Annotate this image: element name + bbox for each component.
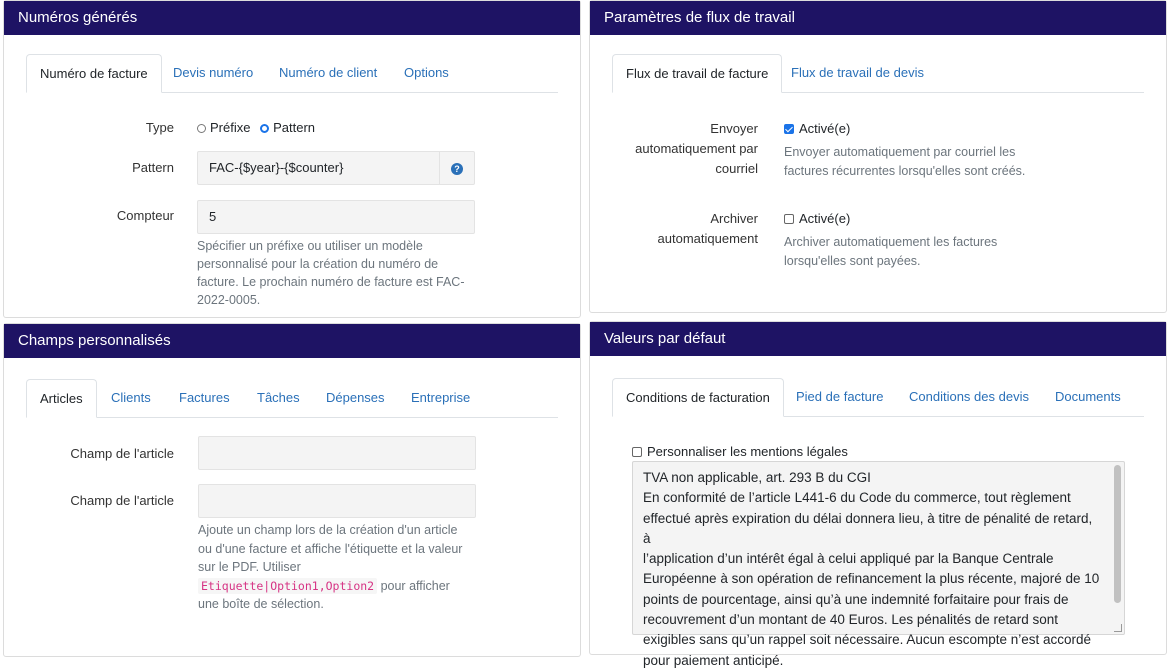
help-line: Archiver automatiquement les factures xyxy=(784,235,998,249)
help-line: Spécifier un préfixe ou utiliser un modèle xyxy=(197,239,423,253)
auto-archive-check-label: Activé(e) xyxy=(799,211,851,226)
tab-bar xyxy=(26,379,558,418)
radio-prefix-circle[interactable] xyxy=(197,124,206,133)
label-line: Archiver xyxy=(710,211,758,226)
radio-prefix[interactable] xyxy=(197,120,250,135)
default-values-card xyxy=(589,321,1167,668)
radio-pattern-label: Pattern xyxy=(273,120,316,135)
customize-legal-label: Personnaliser les mentions légales xyxy=(647,444,848,459)
tab-bar xyxy=(612,378,1144,417)
terms-line: effectué après expiration du délai donnera lieu, à titre de pénalité de retard, à xyxy=(643,510,1093,546)
help-line xyxy=(198,577,498,596)
auto-email-help xyxy=(784,143,1084,181)
resize-handle-icon[interactable] xyxy=(1114,624,1122,632)
card-title: Numéros générés xyxy=(4,1,580,35)
auto-email-label xyxy=(610,119,758,179)
article-field-input-2[interactable] xyxy=(198,484,476,518)
tab-options[interactable]: Options xyxy=(404,65,449,80)
tab-invoices[interactable]: Factures xyxy=(179,390,230,405)
tab-bar xyxy=(612,54,1144,93)
tab-quote-workflow[interactable]: Flux de travail de devis xyxy=(791,65,924,80)
help-button[interactable] xyxy=(439,152,474,184)
tab-invoice-workflow[interactable]: Flux de travail de facture xyxy=(612,54,782,93)
card-title: Valeurs par défaut xyxy=(590,322,1166,356)
help-after-code: pour afficher xyxy=(380,578,450,593)
checkbox-unchecked-icon[interactable] xyxy=(784,214,794,224)
terms-line: recouvrement d’un montant de 40 Euros. Les pénalités de retard sont xyxy=(643,612,1058,628)
help-line: Envoyer automatiquement par courriel les xyxy=(784,145,1016,159)
counter-value: 5 xyxy=(209,209,217,224)
auto-email-checkbox[interactable] xyxy=(784,119,850,139)
workflow-settings-card xyxy=(589,0,1167,313)
label-line: courriel xyxy=(715,161,758,176)
checkbox-unchecked-icon[interactable] xyxy=(632,447,642,457)
tab-clients[interactable]: Clients xyxy=(111,390,151,405)
label-line: Envoyer xyxy=(710,121,758,136)
auto-archive-checkbox[interactable] xyxy=(784,209,850,229)
pattern-help-text xyxy=(197,237,487,309)
type-label: Type xyxy=(145,120,174,135)
label-line: automatiquement xyxy=(657,231,758,246)
textarea-scrollbar[interactable] xyxy=(1114,465,1121,603)
terms-line: l’application d’un intérêt égal à celui appliqué par la Banque Centrale xyxy=(643,551,1054,567)
customize-legal-checkbox[interactable] xyxy=(632,442,848,462)
tab-client-number[interactable]: Numéro de client xyxy=(279,65,378,80)
tab-invoice-terms[interactable]: Conditions de facturation xyxy=(612,378,784,417)
article-field-label-2: Champ de l'article xyxy=(70,493,174,508)
help-line: lorsqu'elles sont payées. xyxy=(784,254,921,268)
tab-invoice-footer[interactable]: Pied de facture xyxy=(796,389,884,404)
tab-expenses[interactable]: Dépenses xyxy=(326,390,385,405)
article-field-label-1: Champ de l'article xyxy=(70,446,174,461)
pattern-value: FAC-{$year}-{$counter} xyxy=(209,160,344,175)
auto-archive-label xyxy=(610,209,758,249)
terms-line: exigibles sans qu’un rappel soit nécessaire. Aucun escompte n’est accordé xyxy=(643,632,1092,648)
auto-archive-help xyxy=(784,233,1084,271)
terms-line: TVA non applicable, art. 293 B du CGI xyxy=(643,470,871,485)
card-title: Paramètres de flux de travail xyxy=(590,1,1166,35)
tab-invoice-number[interactable]: Numéro de facture xyxy=(26,54,162,93)
radio-pattern-circle[interactable] xyxy=(260,124,269,133)
help-line: personnalisé pour la création du numéro de xyxy=(197,257,439,271)
terms-line: pour paiement anticipé. xyxy=(643,652,784,668)
help-line: Ajoute un champ lors de la création d'un article xyxy=(198,523,458,537)
pattern-label: Pattern xyxy=(132,160,174,175)
article-field-input-1[interactable] xyxy=(198,436,476,470)
help-line: 2022-0005. xyxy=(197,293,261,307)
tab-quote-terms[interactable]: Conditions des devis xyxy=(909,389,1029,404)
checkbox-checked-icon[interactable] xyxy=(784,124,794,134)
generated-numbers-card xyxy=(3,0,581,318)
tab-bar xyxy=(26,54,558,93)
type-radio-group xyxy=(197,118,315,138)
custom-fields-help xyxy=(198,521,498,614)
help-line: factures récurrentes lorsqu'elles sont créés. xyxy=(784,164,1026,178)
help-line: facture. Le prochain numéro de facture est FAC- xyxy=(197,275,465,289)
tab-quote-number[interactable]: Devis numéro xyxy=(173,65,254,80)
auto-email-check-label: Activé(e) xyxy=(799,121,851,136)
tab-documents[interactable]: Documents xyxy=(1055,389,1121,404)
label-line: automatiquement par xyxy=(635,141,758,156)
tab-tasks[interactable]: Tâches xyxy=(257,390,300,405)
pattern-input[interactable] xyxy=(197,151,475,185)
terms-line: points de pourcentage, ainsi qu’à une indemnité forfaitaire pour frais de xyxy=(643,591,1069,607)
tab-articles[interactable]: Articles xyxy=(26,379,97,418)
custom-fields-card xyxy=(3,323,581,657)
radio-prefix-label: Préfixe xyxy=(210,120,251,135)
code-snippet: Etiquette|Option1,Option2 xyxy=(198,578,377,594)
card-title: Champs personnalisés xyxy=(4,324,580,358)
counter-input[interactable] xyxy=(197,200,475,234)
counter-label: Compteur xyxy=(116,208,174,223)
help-line: sur le PDF. Utiliser xyxy=(198,560,301,574)
radio-pattern[interactable] xyxy=(260,120,315,135)
help-line: ou d'une facture et affiche l'étiquette et la valeur xyxy=(198,541,463,556)
tab-company[interactable]: Entreprise xyxy=(411,390,471,405)
terms-line: En conformité de l’article L441-6 du Code du commerce, tout règlement xyxy=(643,490,1071,506)
terms-line: Européenne à son opération de refinancement la plus récente, majoré de 10 xyxy=(643,571,1100,587)
question-circle-icon: ? xyxy=(451,163,463,175)
invoice-terms-textarea[interactable] xyxy=(632,461,1125,668)
help-line: une boîte de sélection. xyxy=(198,597,324,611)
